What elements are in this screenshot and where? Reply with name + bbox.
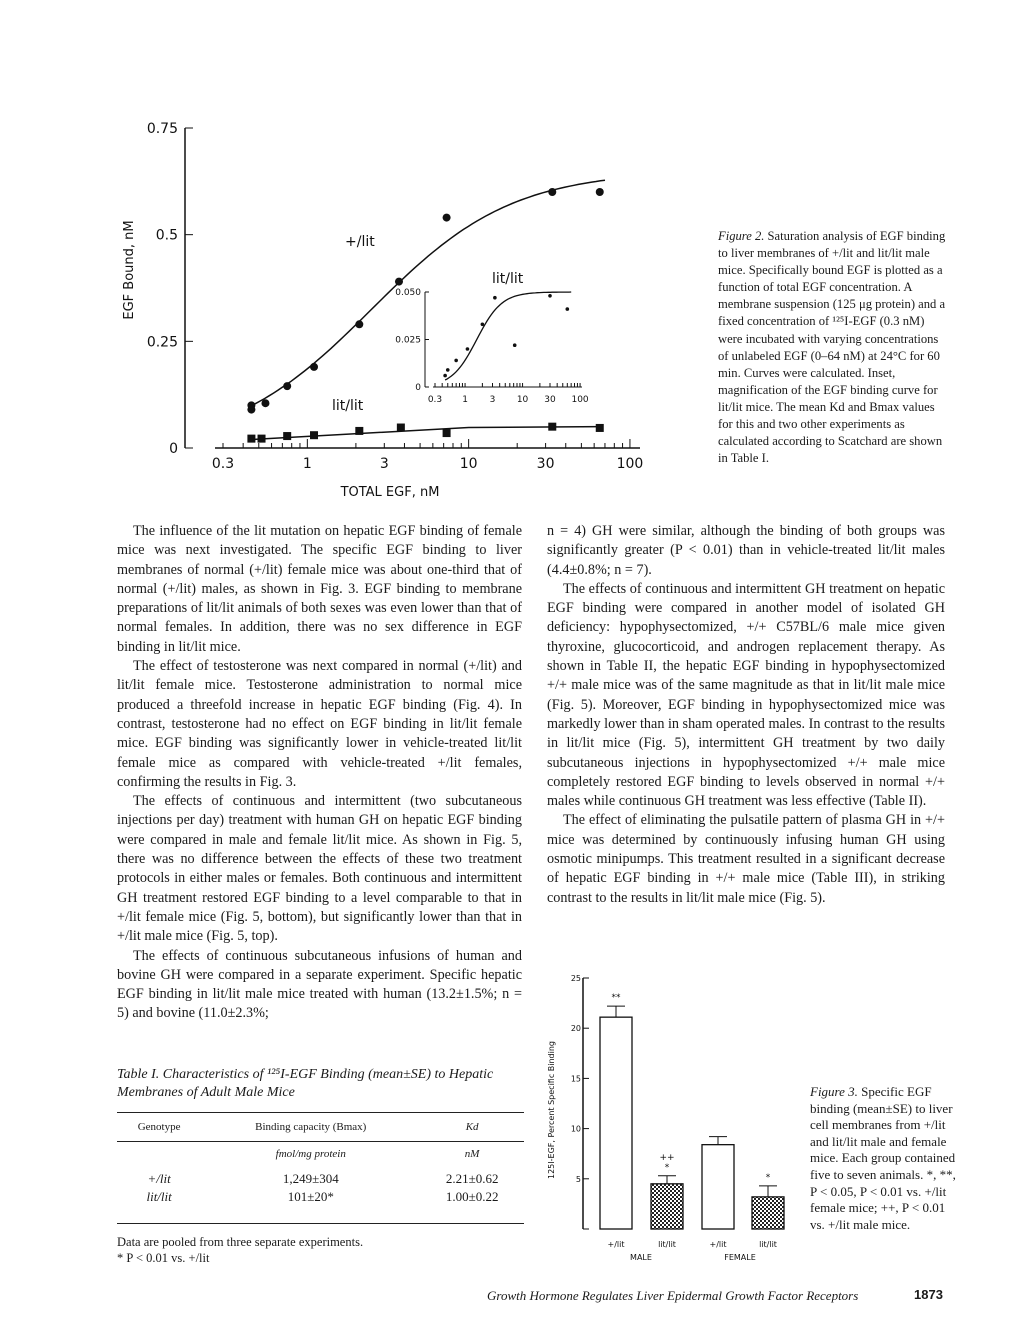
inset-data-point <box>454 359 458 363</box>
unit-cell <box>117 1142 201 1171</box>
paragraph: The effect of eliminating the pulsatile pattern of plasma GH in +/+ mice was determined by continuously infusing human GH using osmotic minipumps. This treatment resulted in a significant decrease of hepatic EGF binding in +/+ male mice (Table III), in striking contrast to the results in lit/lit male mice (Fig. 5). <box>547 812 945 906</box>
cell: +/lit <box>147 1171 171 1186</box>
table-1 <box>117 1066 524 1266</box>
y-tick-label: 10 <box>570 1124 581 1134</box>
inset-y-tick-label: 0.025 <box>395 335 421 346</box>
data-point-plus-lit <box>548 188 556 196</box>
figure-3-label: Figure 3. <box>810 1084 858 1099</box>
category-label: lit/lit <box>759 1240 777 1249</box>
y-axis-label: 125I-EGF, Percent Specific Binding <box>547 1040 556 1180</box>
unit-cell: nM <box>464 1148 480 1160</box>
page-number: 1873 <box>914 1287 943 1302</box>
x-tick-label: 30 <box>536 456 555 472</box>
inset-x-tick-label: 30 <box>544 395 556 405</box>
y-tick-label: 5 <box>575 1174 581 1184</box>
paragraph: The effects of continuous and intermittent (two subcutaneous injections per day) treatment with human GH on hepatic EGF binding were compared in male and female lit/lit mice. As shown in Fig. 5, there was no difference between the effects of these two treatment protocols in either males or females. Both continuous and intermittent GH treatment restored EGF binding to a level comparable to that in +/lit female mice (Fig. 5, bottom), but significantly lower than that in +/lit male mice (Fig. 5, top). <box>117 793 522 945</box>
significance-mark: * <box>765 1172 771 1183</box>
bar <box>752 1197 784 1229</box>
figure-3-caption <box>810 1084 960 1233</box>
table-note: Data are pooled from three separate experiments. <box>117 1235 364 1249</box>
inset-data-point <box>446 368 450 372</box>
inset-x-tick-label: 0.3 <box>427 395 443 405</box>
y-axis-label: EGF Bound, nM <box>122 220 137 320</box>
data-point-plus-lit <box>261 399 269 407</box>
data-point-lit-lit <box>443 429 451 437</box>
cell: 1.00±0.22 <box>445 1189 499 1204</box>
table-title: Table I. Characteristics of ¹²⁵I-EGF Binding (mean±SE) to Hepatic Membranes of Adult Male Mice <box>117 1067 494 1100</box>
column-header: Genotype <box>117 1113 201 1142</box>
data-point-lit-lit <box>355 427 363 435</box>
significance-mark: ++ <box>659 1152 675 1163</box>
data-point-plus-lit <box>310 363 318 371</box>
category-label: lit/lit <box>658 1240 676 1249</box>
data-point-lit-lit <box>283 432 291 440</box>
category-label: +/lit <box>709 1240 727 1249</box>
cell: 2.21±0.62 <box>445 1171 499 1186</box>
figure-2-label: Figure 2. <box>718 229 765 243</box>
column-header: Binding capacity (Bmax) <box>201 1113 420 1142</box>
data-point-plus-lit <box>247 401 255 409</box>
data-point-lit-lit <box>596 424 604 432</box>
series-label-plus-lit: +/lit <box>345 234 375 250</box>
figure-3-bar-chart <box>530 970 790 1270</box>
paragraph: The effect of testosterone was next compared in normal (+/lit) and lit/lit female mice. Testosterone administration to normal mice produced a threefold increase in hepatic EGF binding (Fig. 4). In contrast, testosterone had no effect on EGF binding in lit/lit female mice. EGF binding was significantly lower in vehicle-treated lit/lit female mice as compared with vehicle-treated +/lit females, confirming the results in Fig. 3. <box>117 658 522 790</box>
fit-line-lit-lit <box>251 427 599 440</box>
y-tick-label: 20 <box>570 1024 581 1034</box>
data-point-lit-lit <box>310 431 318 439</box>
data-point-plus-lit <box>355 320 363 328</box>
running-title: Growth Hormone Regulates Liver Epidermal Growth Factor Receptors <box>487 1288 859 1303</box>
inset-data-point <box>548 294 552 298</box>
x-tick-label: 1 <box>302 456 312 472</box>
figure-2-caption-text: Saturation analysis of EGF binding to liver membranes of +/lit and lit/lit male mice. Specifically bound EGF is plotted as a function of total EGF concentration. A membrane suspension (125 μg protein) and a fixed concentration of ¹²⁵I-EGF (0.3 nM) were incubated with varying concentrations of unlabeled EGF (0–64 nM) at 24°C for 60 min. Curves were calculated. Inset, magnification of the EGF binding curve for lit/lit mice. The mean Kd and Bmax values for this and two other experiments as calculated according to Scatchard are shown in Table I. <box>718 229 946 466</box>
data-point-plus-lit <box>395 278 403 286</box>
inset-data-point <box>443 374 447 378</box>
inset-x-tick-label: 1 <box>462 395 468 405</box>
table-note: * P < 0.01 vs. +/lit <box>117 1251 210 1265</box>
x-tick-label: 10 <box>459 456 478 472</box>
cell: 101±20* <box>287 1189 334 1204</box>
significance-mark: ** <box>611 993 621 1004</box>
inset-x-tick-label: 100 <box>571 395 589 405</box>
data-point-lit-lit <box>247 435 255 443</box>
inset-fit-curve <box>445 292 571 380</box>
table-row <box>117 1170 524 1188</box>
x-tick-label: 0.3 <box>211 456 235 472</box>
cell: lit/lit <box>146 1189 172 1204</box>
bar <box>702 1145 734 1229</box>
column-header: Kd <box>420 1113 524 1142</box>
figure-2-saturation-plot <box>0 0 700 510</box>
x-axis-label: TOTAL EGF, nM <box>340 485 440 500</box>
paragraph: The effects of continuous and intermittent GH treatment on hepatic EGF binding were compared in another model of isolated GH deficiency: hypophysectomized, +/+ C57BL/6 male mice given thyroxine, glucocorticoid, and androgen replacement therapy. As shown in Table II, the hepatic EGF binding in hypophysectomized +/+ male mice was of the same magnitude as that in lit/lit male mice (Fig. 5). Moreover, EGF binding in hypophysectomized mice was markedly lower than in sham operated males. In contrast to the results in lit/lit mice (Fig. 5), intermittent GH treatment by two daily subcutaneous injections in hypophysectomized +/+ male mice completely restored EGF binding to levels observed in normal +/+ males while continuous GH treatment was less effective (Table II). <box>547 580 945 810</box>
data-point-lit-lit <box>258 435 266 443</box>
inset-data-point <box>481 323 485 327</box>
inset-data-point <box>493 296 497 300</box>
y-tick-label: 25 <box>570 974 581 983</box>
group-label: MALE <box>630 1253 652 1262</box>
table-row <box>117 1188 524 1224</box>
paragraph: n = 4) GH were similar, although the binding of both groups was significantly greater (P < 0.01) than in vehicle-treated lit/lit males (4.4±0.8%; n = 7). <box>547 523 945 578</box>
y-tick-label: 0 <box>169 441 178 457</box>
inset-data-point <box>566 307 570 311</box>
data-point-plus-lit <box>596 188 604 196</box>
figure-2-caption <box>718 228 950 467</box>
bar <box>600 1017 632 1229</box>
y-tick-label: 15 <box>570 1074 581 1084</box>
fit-curve-plus-lit <box>251 180 605 406</box>
inset-label: lit/lit <box>492 271 524 287</box>
data-point-lit-lit <box>397 424 405 432</box>
y-tick-label: 0.5 <box>155 227 178 244</box>
data-point-plus-lit <box>443 214 451 222</box>
paragraph: The effects of continuous subcutaneous infusions of human and bovine GH were compared in a separate experiment. Specific hepatic EGF binding in lit/lit male mice treated with human (13.2±1.5%; n = 5) and bovine (11.0±2.3%; <box>117 947 522 1022</box>
data-point-lit-lit <box>548 423 556 431</box>
cell: 1,249±304 <box>282 1171 339 1186</box>
series-label-lit-lit: lit/lit <box>332 398 364 414</box>
inset-x-tick-label: 10 <box>516 395 529 405</box>
y-tick-label: 0.25 <box>146 334 178 351</box>
significance-mark: * <box>664 1162 670 1173</box>
left-column <box>117 522 522 1024</box>
x-tick-label: 100 <box>616 456 644 472</box>
category-label: +/lit <box>607 1240 625 1249</box>
group-label: FEMALE <box>724 1253 756 1262</box>
inset-data-point <box>466 347 470 351</box>
right-column <box>547 522 945 908</box>
inset-y-tick-label: 0 <box>415 383 421 393</box>
paragraph: The influence of the lit mutation on hepatic EGF binding of female mice was next investigated. The specific EGF binding to liver membranes of normal (+/lit) female mice was about one-third that of normal (+/lit) males, as shown in Fig. 3. EGF binding to membrane preparations of lit/lit animals of both sexes was even lower than that of normal females. In addition, there was no sex difference in EGF binding in lit/lit mice. <box>117 523 522 655</box>
inset-data-point <box>513 343 517 347</box>
x-tick-label: 3 <box>379 456 389 472</box>
inset-y-tick-label: 0.050 <box>395 288 421 298</box>
unit-cell: fmol/mg protein <box>275 1148 346 1160</box>
bar <box>651 1184 683 1229</box>
y-tick-label: 0.75 <box>146 121 178 137</box>
inset-x-tick-label: 3 <box>489 395 496 405</box>
figure-3-caption-text: Specific EGF binding (mean±SE) to liver cell membranes from +/lit and lit/lit male and female mice. Each group contained five to seven animals. *, **, P < 0.05, P < 0.01 vs. +/lit female mice; ++, P < 0.01 vs. +/lit male mice. <box>810 1084 956 1232</box>
data-point-plus-lit <box>283 382 291 390</box>
